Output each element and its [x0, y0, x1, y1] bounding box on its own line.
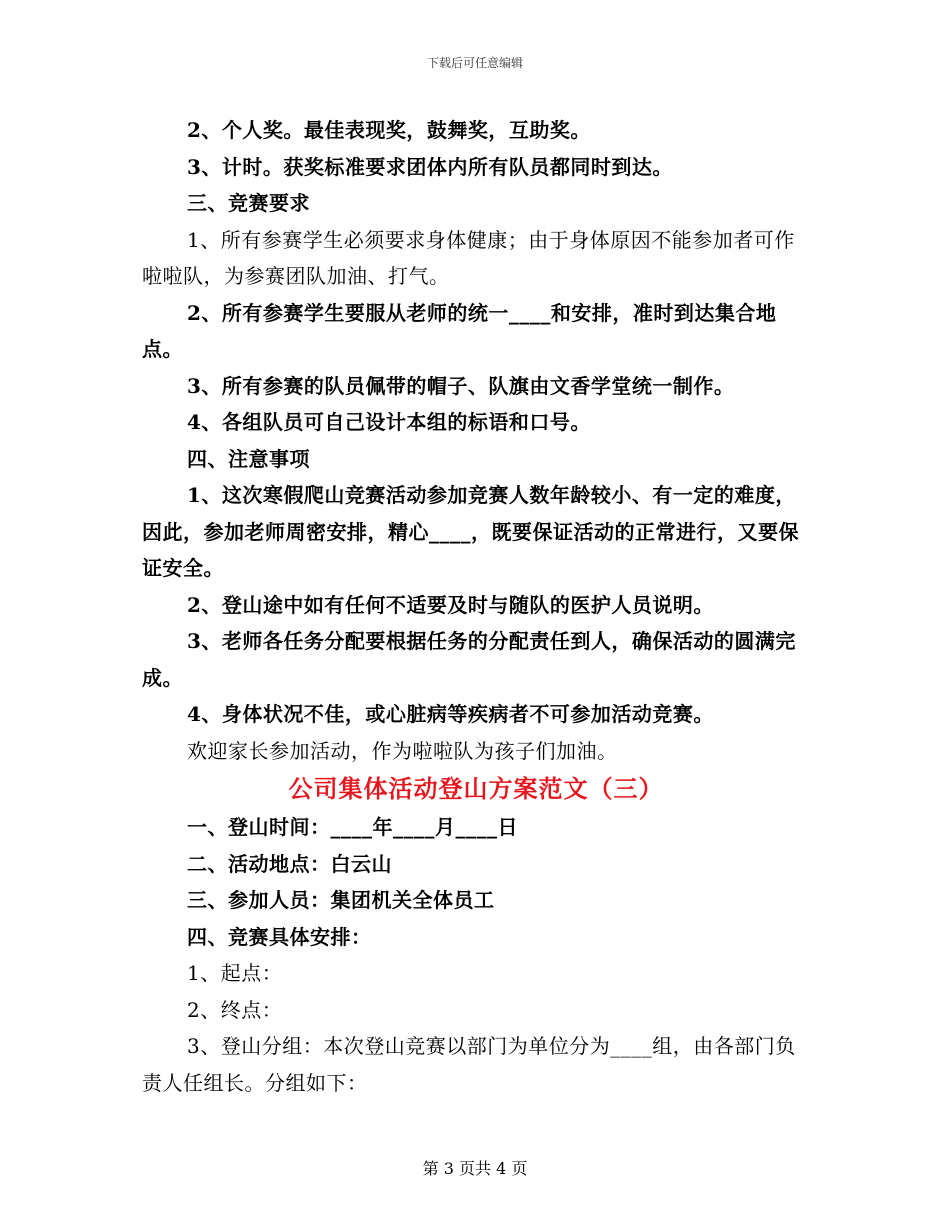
section-heading: 三、竞赛要求 [187, 191, 310, 215]
paragraph: 2、个人奖。最佳表现奖，鼓舞奖，互助奖。 [187, 118, 591, 142]
paragraph: 3、所有参赛的队员佩带的帽子、队旗由文香学堂统一制作。 [187, 373, 735, 398]
paragraph: 1、所有参赛学生必须要求身体健康；由于身体原因不能参加者可作啦啦队，为参赛团队加油、打气。 [142, 227, 795, 288]
paragraph: 3、登山分组：本次登山竞赛以部门为单位分为____组，由各部门负责人任组长。分组如下： [142, 1034, 796, 1095]
paragraph: 四、竞赛具体安排： [187, 924, 372, 949]
paragraph: 一、登山时间：____年____月____日 [187, 815, 518, 839]
paragraph: 2、终点： [187, 997, 283, 1022]
section-title: 公司集体活动登山方案范文（三） [288, 774, 664, 803]
paragraph: 三、参加人员：集团机关全体员工 [187, 888, 495, 912]
paragraph: 1、这次寒假爬山竞赛活动参加竞赛人数年龄较小、有一定的难度，因此，参加老师周密安排，精心____，既要保证活动的正常进行，又要保证安全。 [142, 483, 799, 580]
paragraph: 4、各组队员可自己设计本组的标语和口号。 [187, 410, 591, 434]
paragraph: 2、所有参赛学生要服从老师的统一____和安排，准时到达集合地点。 [142, 300, 777, 361]
paragraph: 二、活动地点：白云山 [187, 851, 392, 876]
page-header: 下载后可任意编辑 [426, 56, 523, 70]
section-heading: 四、注意事项 [187, 446, 310, 471]
page-footer: 第 3 页共 4 页 [422, 1159, 528, 1178]
paragraph: 欢迎家长参加活动，作为啦啦队为孩子们加油。 [187, 738, 618, 763]
document-body [142, 112, 810, 1101]
paragraph: 3、计时。获奖标准要求团体内所有队员都同时到达。 [187, 154, 673, 179]
paragraph: 2、登山途中如有任何不适要及时与随队的医护人员说明。 [187, 592, 714, 617]
paragraph: 1、起点： [187, 961, 283, 985]
paragraph: 4、身体状况不佳，或心脏病等疾病者不可参加活动竞赛。 [187, 702, 714, 726]
paragraph: 3、老师各任务分配要根据任务的分配责任到人，确保活动的圆满完成。 [142, 629, 796, 690]
